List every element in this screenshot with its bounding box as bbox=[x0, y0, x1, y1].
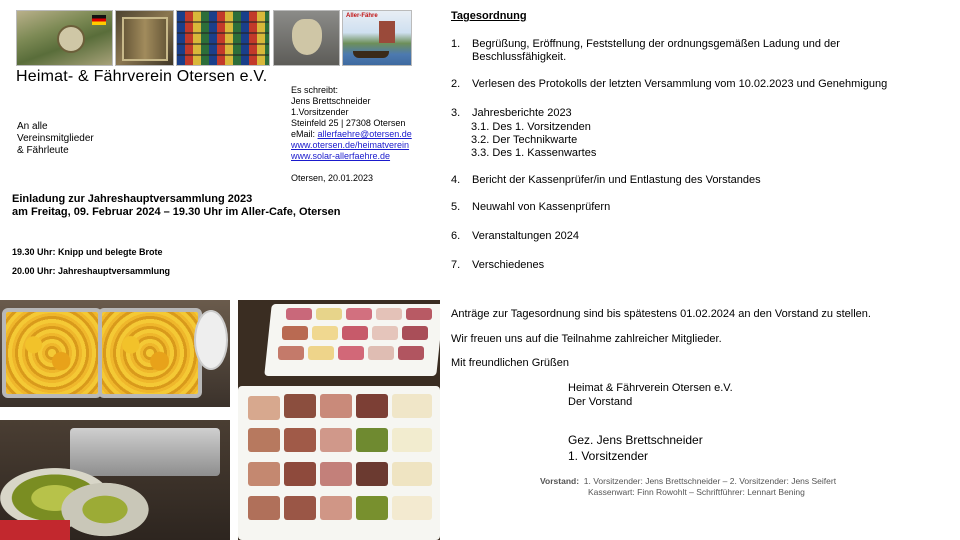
website-link-solar[interactable]: www.solar-allerfaehre.de bbox=[291, 151, 391, 161]
signature-org: Heimat & Fährverein Otersen e.V. bbox=[568, 382, 733, 394]
recipient-address: An alle Vereinsmitglieder & Fährleute bbox=[17, 121, 94, 156]
header-photo-village bbox=[16, 10, 113, 66]
header-photo-crest bbox=[273, 10, 340, 66]
header-photo-stained-glass bbox=[176, 10, 270, 66]
organization-title: Heimat- & Fährverein Otersen e.V. bbox=[16, 68, 268, 85]
invitation-heading bbox=[12, 193, 341, 219]
email-link[interactable]: allerfaehre@otersen.de bbox=[317, 129, 412, 139]
letter-date: Otersen, 20.01.2023 bbox=[291, 173, 374, 183]
photo-sandwich-platters bbox=[238, 300, 440, 540]
closing-greeting: Mit freundlichen Grüßen bbox=[451, 357, 569, 369]
signature-signed: Gez. Jens Brettschneider bbox=[568, 433, 703, 447]
motions-deadline-note: Anträge zur Tagesordnung sind bis spätestens 01.02.2024 an den Vorstand zu stellen. bbox=[451, 308, 871, 320]
sender-role: 1.Vorsitzender bbox=[291, 107, 349, 117]
agenda-heading: Tagesordnung bbox=[451, 10, 527, 22]
participation-note: Wir freuen uns auf die Teilnahme zahlreicher Mitglieder. bbox=[451, 333, 722, 345]
ferry-logo-text: Aller-Fähre bbox=[346, 13, 378, 19]
board-footer bbox=[540, 476, 836, 498]
sender-name: Jens Brettschneider bbox=[291, 96, 371, 106]
photo-pickles-bowls bbox=[0, 420, 230, 540]
agenda-subitem-3-3: 3.3. Des 1. Kassenwartes bbox=[471, 147, 597, 159]
photo-buffet-trays bbox=[0, 300, 230, 407]
website-link-heimatverein[interactable]: www.otersen.de/heimatverein bbox=[291, 140, 410, 150]
sender-email-row: eMail: allerfaehre@otersen.de bbox=[291, 129, 412, 139]
invitation-line-1: Einladung zur Jahreshauptversammlung 2023 bbox=[12, 193, 253, 205]
schedule-item-2: 20.00 Uhr: Jahreshauptversammlung bbox=[12, 266, 171, 276]
agenda-subitem-3-2: 3.2. Der Technikwarte bbox=[471, 134, 578, 146]
signature-role: 1. Vorsitzender bbox=[568, 449, 649, 463]
sender-street: Steinfeld 25 | 27308 Otersen bbox=[291, 118, 406, 128]
footer-line-2: Kassenwart: Finn Rowohlt – Schriftführer: Lennart Bening bbox=[588, 487, 805, 497]
sender-label: Es schreibt: bbox=[291, 85, 339, 95]
signature-board: Der Vorstand bbox=[568, 396, 633, 408]
footer-label: Vorstand: bbox=[540, 476, 580, 486]
header-photo-ferry bbox=[342, 10, 412, 66]
header-photo-lotterien bbox=[115, 10, 174, 66]
schedule-item-1: 19.30 Uhr: Knipp und belegte Brote bbox=[12, 247, 163, 257]
agenda-subitem-3-1: 3.1. Des 1. Vorsitzenden bbox=[471, 121, 591, 133]
invitation-line-2: am Freitag, 09. Februar 2024 – 19.30 Uhr im Aller-Cafe, Otersen bbox=[12, 206, 341, 218]
footer-line-1: 1. Vorsitzender: Jens Brettschneider – 2. Vorsitzender: Jens Seifert bbox=[583, 476, 837, 486]
sender-block bbox=[291, 85, 412, 184]
